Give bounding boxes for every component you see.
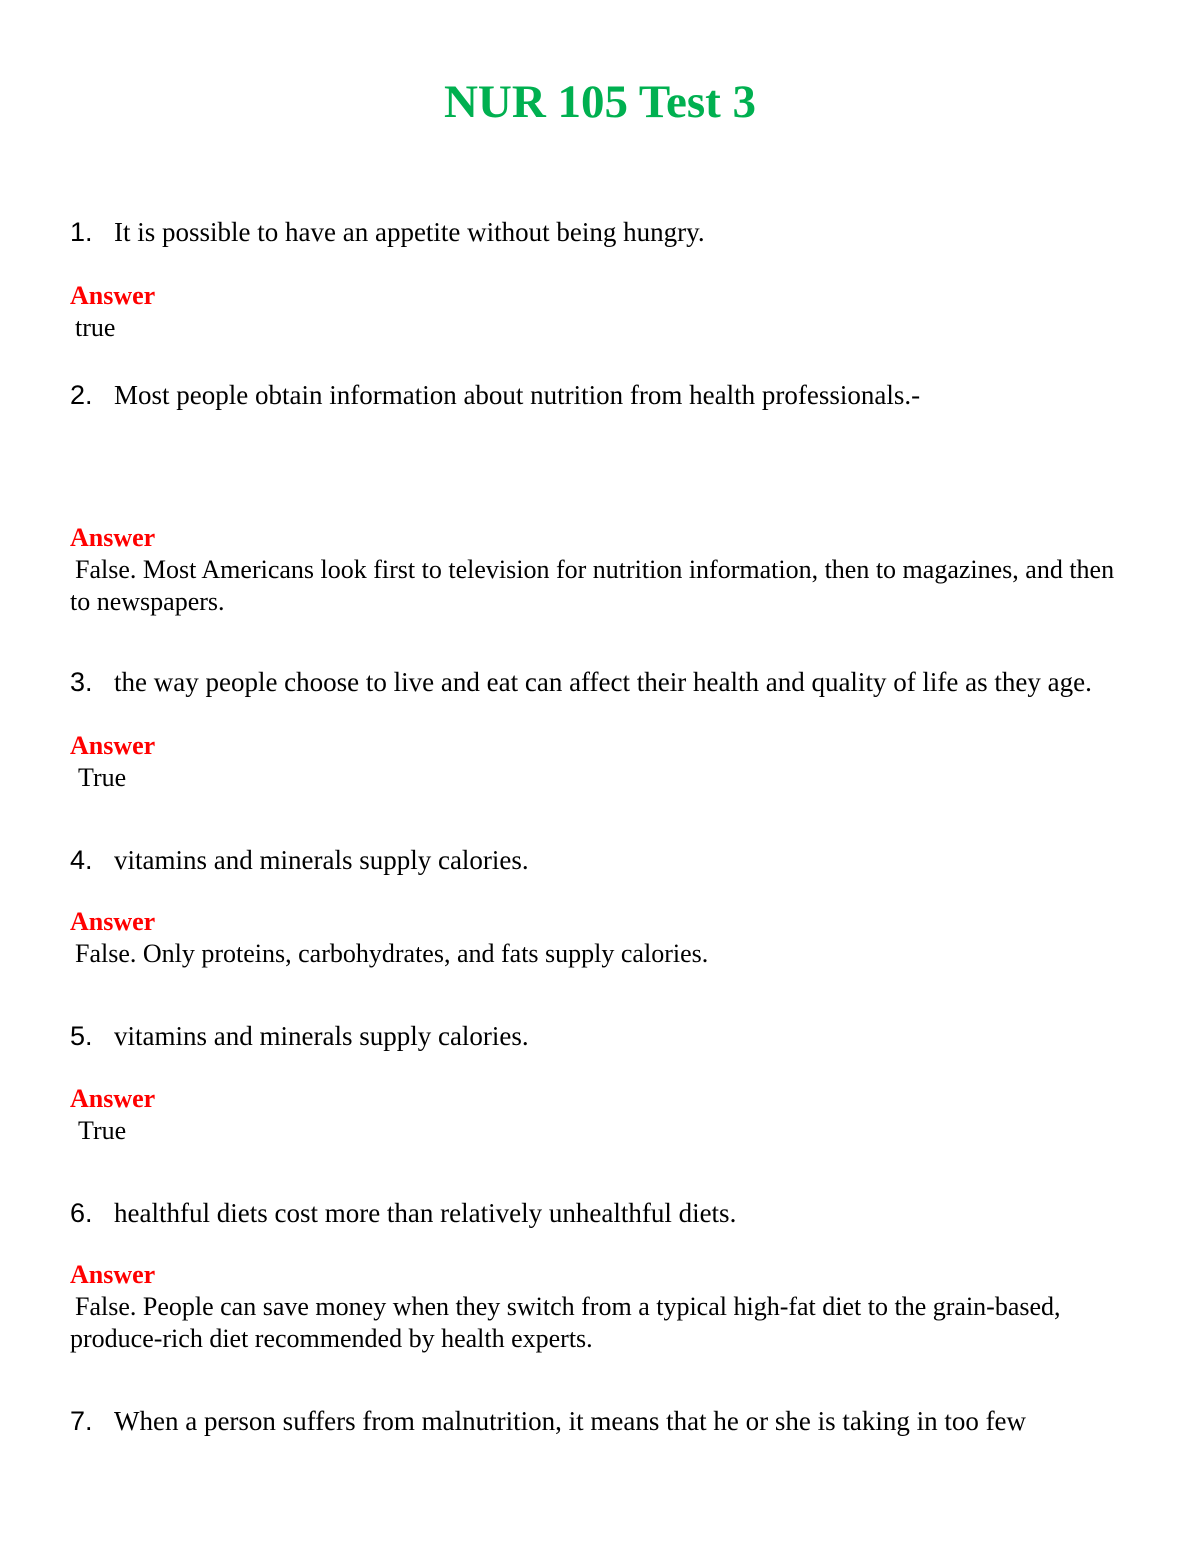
answer-text: true [75, 313, 116, 342]
question-number: 3. [70, 667, 93, 697]
question-text: vitamins and minerals supply calories. [114, 845, 529, 875]
document-title: NUR 105 Test 3 [443, 76, 757, 128]
answer-block-2 [70, 522, 1130, 618]
question-number: 4. [70, 845, 93, 875]
question-number: 2. [70, 380, 93, 410]
question-block-7 [70, 1404, 1130, 1438]
question-text: vitamins and minerals supply calories. [114, 1021, 529, 1051]
question-text: Most people obtain information about nutrition from health professionals.- [114, 380, 921, 410]
question [70, 1196, 1130, 1230]
question-number: 6. [70, 1198, 93, 1228]
question-text: It is possible to have an appetite without being hungry. [114, 217, 705, 247]
answer-label: Answer [70, 523, 156, 552]
answer-text: True [78, 1116, 127, 1145]
question-text: When a person suffers from malnutrition, it means that he or she is taking in too few [114, 1406, 1027, 1436]
question-block-4 [70, 843, 1130, 877]
question [70, 378, 1130, 412]
question-block-1 [70, 215, 1130, 249]
answer-text: True [78, 763, 127, 792]
question-block-5 [70, 1019, 1130, 1053]
answer-label: Answer [70, 1084, 156, 1113]
answer-block-4 [70, 906, 1130, 970]
question-text: the way people choose to live and eat can affect their health and quality of life as they age. [114, 667, 1092, 697]
answer-text: False. Most Americans look first to television for nutrition information, then to magazines, and then to newspapers. [70, 555, 1115, 616]
question-number: 5. [70, 1021, 93, 1051]
answer-block-1 [70, 280, 1130, 344]
question [70, 215, 1130, 249]
question [70, 665, 1130, 699]
answer-block-6 [70, 1259, 1130, 1355]
answer-label: Answer [70, 281, 156, 310]
question-number: 7. [70, 1406, 93, 1436]
question-block-6 [70, 1196, 1130, 1230]
answer-text: False. Only proteins, carbohydrates, and fats supply calories. [75, 939, 709, 968]
question [70, 1019, 1130, 1053]
question-text: healthful diets cost more than relatively unhealthful diets. [114, 1198, 737, 1228]
answer-text: False. People can save money when they switch from a typical high-fat diet to the grain-based, produce-rich diet recommended by health experts. [70, 1292, 1061, 1353]
question-block-2 [70, 378, 1130, 412]
question-block-3 [70, 665, 1130, 699]
answer-label: Answer [70, 907, 156, 936]
answer-label: Answer [70, 731, 156, 760]
question [70, 843, 1130, 877]
question [70, 1404, 1130, 1438]
answer-block-3 [70, 730, 1130, 794]
question-number: 1. [70, 217, 93, 247]
answer-block-5 [70, 1083, 1130, 1147]
answer-label: Answer [70, 1260, 156, 1289]
